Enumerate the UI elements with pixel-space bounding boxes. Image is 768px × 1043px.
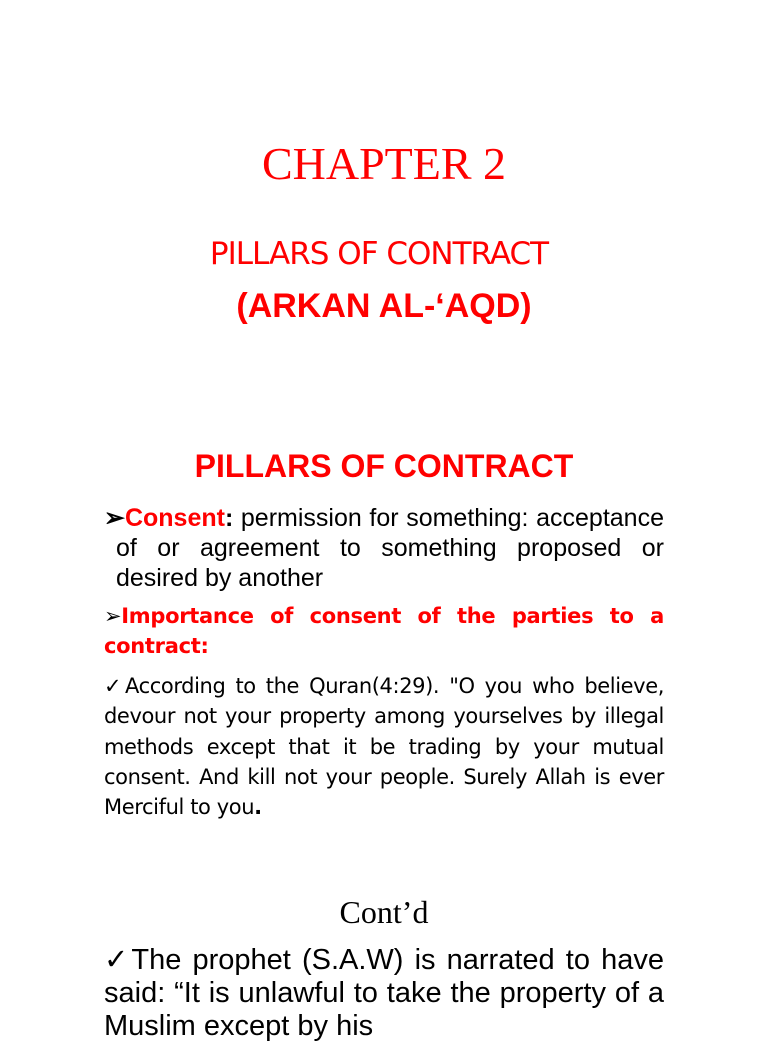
arrow-bullet-icon: ➢	[104, 504, 125, 532]
contd-slide	[0, 880, 768, 1042]
slide-title: PILLARS OF CONTRACT	[194, 448, 574, 484]
quote-end: .	[254, 795, 262, 820]
chapter-subtitle: PILLARS OF CONTRACT	[209, 236, 549, 272]
consent-definition-text: permission for something: acceptance of or agreement to something proposed or desired by another	[116, 504, 664, 592]
pillars-slide	[0, 400, 768, 880]
consent-term: Consent	[124, 504, 225, 532]
importance-text: Importance of consent of the parties to a contract:	[104, 604, 664, 658]
prophet-quote	[104, 944, 664, 1043]
contd-heading: Cont’d	[339, 894, 429, 930]
importance-heading	[104, 601, 664, 661]
chapter-heading: CHAPTER 2	[261, 138, 507, 189]
check-bullet-icon: ✓	[104, 944, 132, 976]
quran-quote	[104, 671, 664, 822]
prophet-text: The prophet (S.A.W) is narrated to have said: “It is unlawful to take the property of a Muslim except by his	[104, 944, 664, 1042]
title-slide	[0, 0, 768, 400]
chapter-subtitle-arabic: (ARKAN AL-‘AQD)	[236, 287, 532, 325]
consent-definition	[104, 503, 664, 593]
arrow-bullet-icon: ➢	[104, 604, 122, 628]
check-bullet-icon: ✓	[104, 674, 125, 698]
quote-text: According to the Quran(4:29). "O you who believe, devour not your property among yourselves by illegal methods except that it be trading by your mutual consent. And kill not your people. Surely Allah is ever Merciful to you	[104, 674, 664, 820]
consent-colon: :	[224, 504, 234, 532]
